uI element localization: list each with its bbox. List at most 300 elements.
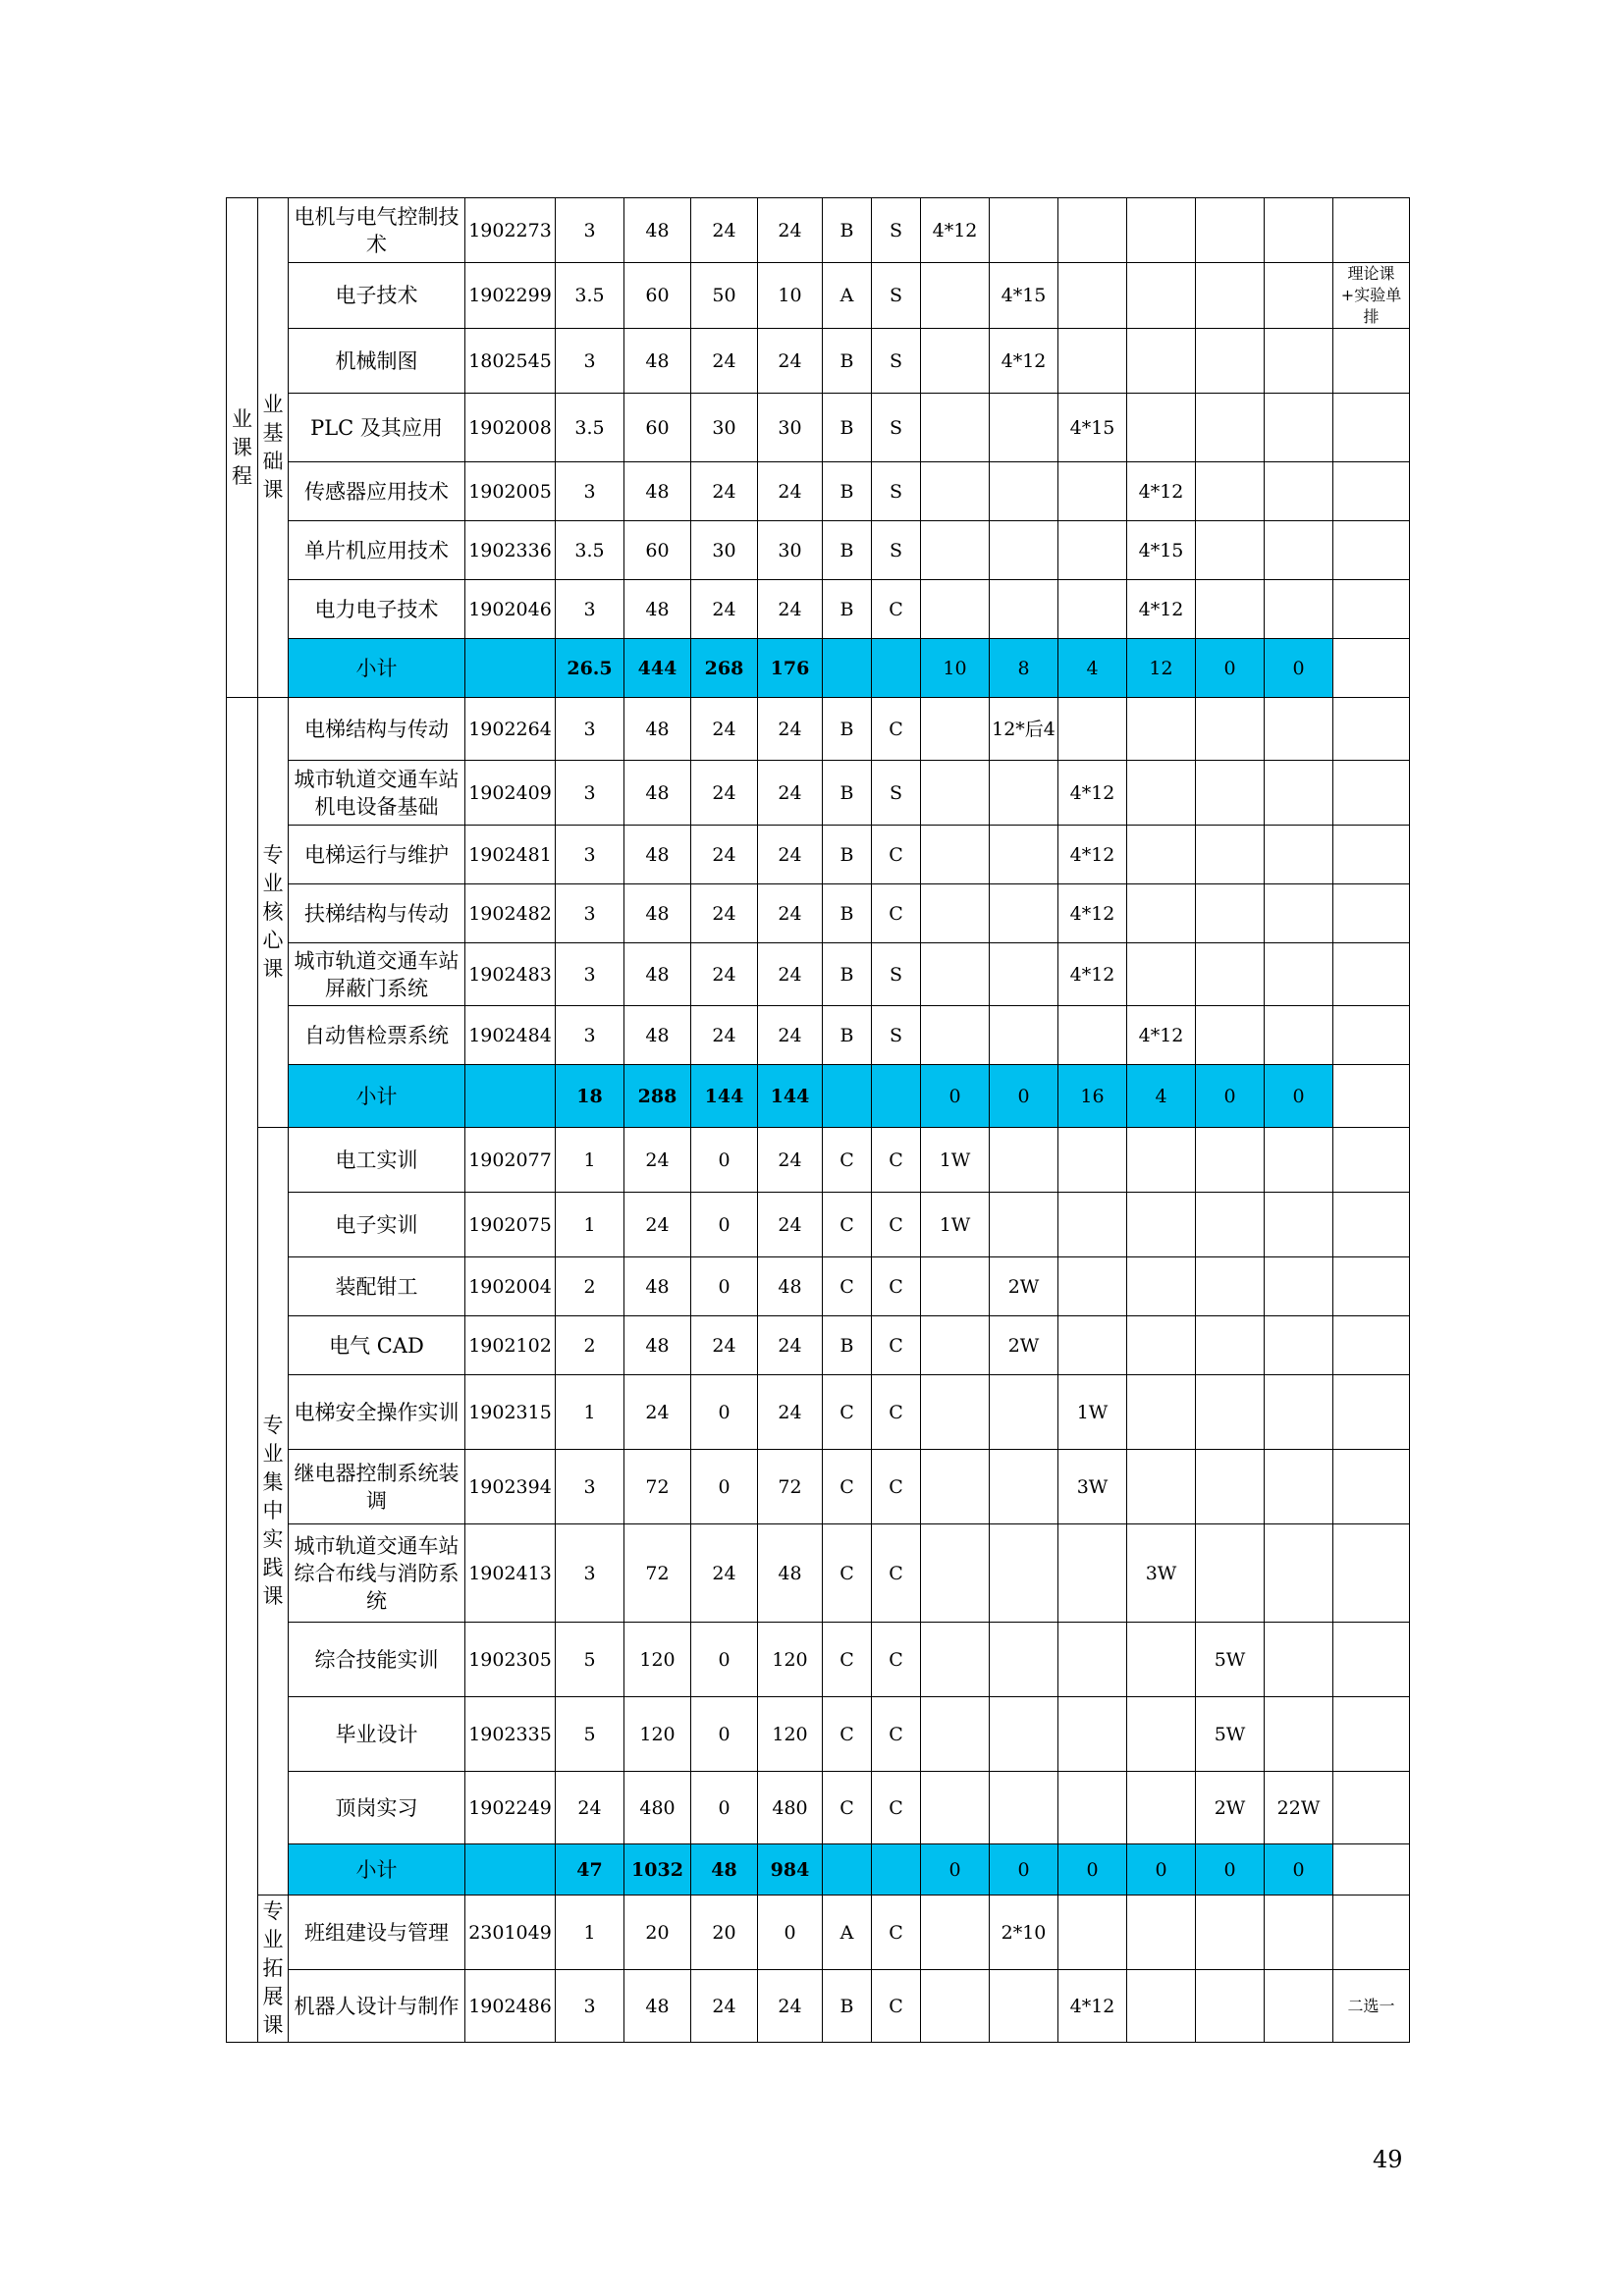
practice-hours-cell: 144 [758, 1065, 823, 1128]
table-row [227, 1697, 1410, 1772]
course-type-cell: B [823, 1970, 872, 2043]
theory-hours-cell: 24 [691, 329, 758, 394]
sem-5-cell [1196, 1375, 1265, 1450]
sem-1-cell: 10 [921, 639, 990, 698]
sem-4-cell [1127, 1772, 1196, 1844]
sem-3-cell: 4 [1058, 639, 1127, 698]
table-row [227, 698, 1410, 761]
sem-6-cell [1265, 394, 1333, 462]
course-code-cell: 1902005 [465, 462, 556, 521]
exam-type-cell: S [872, 1006, 921, 1065]
sem-1-cell [921, 1450, 990, 1524]
credits-cell: 3.5 [556, 521, 624, 580]
sem-5-cell: 0 [1196, 1844, 1265, 1896]
exam-type-cell: S [872, 521, 921, 580]
credits-cell: 3 [556, 884, 624, 943]
sem-6-cell [1265, 1524, 1333, 1623]
total-hours-cell: 60 [624, 263, 691, 329]
sem-4-cell [1127, 1257, 1196, 1316]
exam-type-cell: C [872, 1772, 921, 1844]
course-code-cell: 2301049 [465, 1896, 556, 1970]
sem-6-cell [1265, 329, 1333, 394]
course-name-cell: 小计 [289, 1844, 465, 1896]
exam-type-cell: C [872, 1623, 921, 1697]
sem-4-cell: 3W [1127, 1524, 1196, 1623]
remarks-cell [1333, 521, 1410, 580]
theory-hours-cell: 144 [691, 1065, 758, 1128]
sem-1-cell [921, 1772, 990, 1844]
practice-hours-cell: 24 [758, 462, 823, 521]
exam-type-cell: S [872, 462, 921, 521]
course-name-cell: 综合技能实训 [289, 1623, 465, 1697]
sem-6-cell [1265, 521, 1333, 580]
sem-6-cell [1265, 462, 1333, 521]
theory-hours-cell: 24 [691, 943, 758, 1006]
practice-hours-cell: 24 [758, 1128, 823, 1193]
course-name-cell: 毕业设计 [289, 1697, 465, 1772]
sem-4-cell [1127, 1128, 1196, 1193]
course-name-cell: 传感器应用技术 [289, 462, 465, 521]
foundation-group-label: 业基础课 [262, 393, 284, 502]
sem-5-cell [1196, 826, 1265, 884]
theory-hours-cell: 0 [691, 1697, 758, 1772]
sem-2-cell [990, 198, 1058, 263]
foundation-group [258, 198, 289, 698]
sem-2-cell [990, 394, 1058, 462]
sem-6-cell [1265, 943, 1333, 1006]
remarks-cell [1333, 943, 1410, 1006]
credits-cell: 5 [556, 1697, 624, 1772]
core-group-label: 专业核心课 [262, 843, 284, 981]
practice-hours-cell: 24 [758, 884, 823, 943]
course-type-cell: B [823, 580, 872, 639]
sem-5-cell [1196, 1524, 1265, 1623]
sem-1-cell [921, 1006, 990, 1065]
practice-hours-cell: 0 [758, 1896, 823, 1970]
table-row [227, 1193, 1410, 1257]
course-name-cell: 扶梯结构与传动 [289, 884, 465, 943]
practice-hours-cell: 480 [758, 1772, 823, 1844]
theory-hours-cell: 0 [691, 1450, 758, 1524]
practice-hours-cell: 24 [758, 1006, 823, 1065]
theory-hours-cell: 24 [691, 198, 758, 263]
course-name-cell: 班组建设与管理 [289, 1896, 465, 1970]
theory-hours-cell: 24 [691, 761, 758, 826]
sem-2-cell: 2*10 [990, 1896, 1058, 1970]
practice-group-label: 专业集中实践课 [262, 1414, 284, 1608]
total-hours-cell: 120 [624, 1697, 691, 1772]
table-row [227, 1450, 1410, 1524]
total-hours-cell: 48 [624, 1970, 691, 2043]
sem-2-cell [990, 1697, 1058, 1772]
total-hours-cell: 24 [624, 1128, 691, 1193]
exam-type-cell: C [872, 1524, 921, 1623]
sem-3-cell [1058, 1193, 1127, 1257]
credits-cell: 3 [556, 198, 624, 263]
sem-6-cell [1265, 698, 1333, 761]
table-row [227, 943, 1410, 1006]
sem-6-cell [1265, 1970, 1333, 2043]
sem-5-cell [1196, 1316, 1265, 1375]
course-type-cell: B [823, 394, 872, 462]
practice-hours-cell: 24 [758, 761, 823, 826]
sem-1-cell [921, 1375, 990, 1450]
credits-cell: 3 [556, 698, 624, 761]
theory-hours-cell: 24 [691, 462, 758, 521]
course-name-cell: 机械制图 [289, 329, 465, 394]
exam-type-cell: C [872, 1896, 921, 1970]
total-hours-cell: 48 [624, 198, 691, 263]
sem-3-cell [1058, 521, 1127, 580]
sem-6-cell: 0 [1265, 1844, 1333, 1896]
total-hours-cell: 72 [624, 1524, 691, 1623]
practice-hours-cell: 176 [758, 639, 823, 698]
credits-cell: 3 [556, 761, 624, 826]
sem-1-cell: 0 [921, 1065, 990, 1128]
theory-hours-cell: 24 [691, 826, 758, 884]
table-row [227, 1970, 1410, 2043]
course-code-cell: 1902486 [465, 1970, 556, 2043]
course-code-cell: 1902299 [465, 263, 556, 329]
practice-hours-cell: 24 [758, 198, 823, 263]
sem-2-cell [990, 1524, 1058, 1623]
sem-3-cell [1058, 698, 1127, 761]
course-type-cell: B [823, 462, 872, 521]
course-type-cell: C [823, 1128, 872, 1193]
total-hours-cell: 444 [624, 639, 691, 698]
course-code-cell: 1902413 [465, 1524, 556, 1623]
table-row [227, 1006, 1410, 1065]
sem-5-cell [1196, 761, 1265, 826]
theory-hours-cell: 24 [691, 1316, 758, 1375]
course-type-cell: B [823, 943, 872, 1006]
sem-3-cell [1058, 462, 1127, 521]
sem-1-cell [921, 1316, 990, 1375]
practice-hours-cell: 120 [758, 1623, 823, 1697]
credits-cell: 1 [556, 1128, 624, 1193]
sem-5-cell [1196, 1450, 1265, 1524]
course-type-cell: C [823, 1524, 872, 1623]
sem-6-cell [1265, 1623, 1333, 1697]
total-hours-cell: 60 [624, 521, 691, 580]
sem-6-cell [1265, 1257, 1333, 1316]
course-code-cell: 1902483 [465, 943, 556, 1006]
sem-4-cell [1127, 884, 1196, 943]
sem-2-cell [990, 884, 1058, 943]
sem-1-cell [921, 329, 990, 394]
course-type-cell: C [823, 1375, 872, 1450]
credits-cell: 2 [556, 1316, 624, 1375]
sem-3-cell [1058, 198, 1127, 263]
total-hours-cell: 48 [624, 1006, 691, 1065]
sem-2-cell [990, 1006, 1058, 1065]
sem-2-cell: 2W [990, 1257, 1058, 1316]
sem-1-cell: 1W [921, 1193, 990, 1257]
total-hours-cell: 48 [624, 943, 691, 1006]
sem-4-cell: 4*12 [1127, 462, 1196, 521]
table-row [227, 826, 1410, 884]
remarks-cell [1333, 1697, 1410, 1772]
sem-3-cell [1058, 1623, 1127, 1697]
course-code-cell: 1902305 [465, 1623, 556, 1697]
course-name-cell: 电子实训 [289, 1193, 465, 1257]
course-type-cell: B [823, 761, 872, 826]
sem-5-cell: 2W [1196, 1772, 1265, 1844]
course-name-cell: 机器人设计与制作 [289, 1970, 465, 2043]
theory-hours-cell: 0 [691, 1128, 758, 1193]
exam-type-cell: C [872, 1697, 921, 1772]
sem-1-cell [921, 521, 990, 580]
practice-hours-cell: 48 [758, 1257, 823, 1316]
course-table-container [226, 197, 1409, 2043]
remarks-cell [1333, 1450, 1410, 1524]
total-hours-cell: 24 [624, 1193, 691, 1257]
credits-cell: 1 [556, 1193, 624, 1257]
total-hours-cell: 48 [624, 1257, 691, 1316]
remarks-cell [1333, 698, 1410, 761]
theory-hours-cell: 24 [691, 580, 758, 639]
theory-hours-cell: 48 [691, 1844, 758, 1896]
course-name-cell: 装配钳工 [289, 1257, 465, 1316]
table-row [227, 198, 1410, 263]
sem-1-cell [921, 1970, 990, 2043]
category-group-label: 业课程 [232, 406, 252, 488]
course-type-cell: C [823, 1697, 872, 1772]
remarks-cell [1333, 1065, 1410, 1128]
sem-5-cell [1196, 580, 1265, 639]
sem-5-cell [1196, 1257, 1265, 1316]
sem-4-cell [1127, 1450, 1196, 1524]
sem-1-cell [921, 580, 990, 639]
practice-hours-cell: 24 [758, 580, 823, 639]
sem-4-cell [1127, 698, 1196, 761]
course-type-cell: B [823, 329, 872, 394]
sem-2-cell [990, 943, 1058, 1006]
sem-6-cell [1265, 1128, 1333, 1193]
remarks-cell: 二选一 [1333, 1970, 1410, 2043]
course-name-cell: 单片机应用技术 [289, 521, 465, 580]
course-code-cell: 1902075 [465, 1193, 556, 1257]
remarks-cell [1333, 639, 1410, 698]
course-name-cell: 电梯结构与传动 [289, 698, 465, 761]
total-hours-cell: 48 [624, 580, 691, 639]
theory-hours-cell: 0 [691, 1257, 758, 1316]
sem-3-cell [1058, 263, 1127, 329]
sem-4-cell [1127, 1375, 1196, 1450]
credits-cell: 24 [556, 1772, 624, 1844]
sem-5-cell [1196, 1896, 1265, 1970]
credits-cell: 3 [556, 462, 624, 521]
course-name-cell: 电梯安全操作实训 [289, 1375, 465, 1450]
sem-6-cell [1265, 1450, 1333, 1524]
theory-hours-cell: 24 [691, 884, 758, 943]
table-row [227, 521, 1410, 580]
page-number: 49 [1373, 2146, 1403, 2173]
practice-hours-cell: 24 [758, 1193, 823, 1257]
exam-type-cell [872, 1844, 921, 1896]
theory-hours-cell: 0 [691, 1375, 758, 1450]
practice-hours-cell: 984 [758, 1844, 823, 1896]
sem-1-cell [921, 263, 990, 329]
sem-5-cell: 0 [1196, 639, 1265, 698]
course-name-cell: PLC 及其应用 [289, 394, 465, 462]
table-row [227, 329, 1410, 394]
sem-1-cell [921, 943, 990, 1006]
exam-type-cell: S [872, 394, 921, 462]
course-type-cell: C [823, 1193, 872, 1257]
course-code-cell: 1902077 [465, 1128, 556, 1193]
sem-5-cell: 0 [1196, 1065, 1265, 1128]
sem-6-cell [1265, 1193, 1333, 1257]
sem-4-cell [1127, 1697, 1196, 1772]
sem-1-cell [921, 1524, 990, 1623]
sem-5-cell [1196, 1128, 1265, 1193]
credits-cell: 3 [556, 1524, 624, 1623]
course-code-cell: 1902484 [465, 1006, 556, 1065]
sem-5-cell [1196, 521, 1265, 580]
sem-2-cell [990, 462, 1058, 521]
course-type-cell: C [823, 1772, 872, 1844]
exam-type-cell: C [872, 1257, 921, 1316]
sem-1-cell [921, 1623, 990, 1697]
sem-6-cell: 22W [1265, 1772, 1333, 1844]
sem-1-cell [921, 1697, 990, 1772]
sem-3-cell [1058, 1316, 1127, 1375]
subtotal-row [227, 639, 1410, 698]
total-hours-cell: 480 [624, 1772, 691, 1844]
sem-2-cell: 0 [990, 1065, 1058, 1128]
exam-type-cell: C [872, 1450, 921, 1524]
course-code-cell: 1902008 [465, 394, 556, 462]
course-name-cell: 继电器控制系统装调 [289, 1450, 465, 1524]
credits-cell: 3 [556, 1450, 624, 1524]
credits-cell: 3 [556, 943, 624, 1006]
sem-3-cell [1058, 1128, 1127, 1193]
course-name-cell: 小计 [289, 1065, 465, 1128]
sem-3-cell: 16 [1058, 1065, 1127, 1128]
theory-hours-cell: 24 [691, 1006, 758, 1065]
sem-2-cell: 0 [990, 1844, 1058, 1896]
course-name-cell: 小计 [289, 639, 465, 698]
course-type-cell: C [823, 1623, 872, 1697]
sem-2-cell [990, 826, 1058, 884]
total-hours-cell: 1032 [624, 1844, 691, 1896]
sem-4-cell [1127, 943, 1196, 1006]
remarks-cell [1333, 580, 1410, 639]
sem-2-cell [990, 1128, 1058, 1193]
course-name-cell: 电工实训 [289, 1128, 465, 1193]
credits-cell: 3 [556, 1006, 624, 1065]
remarks-cell [1333, 761, 1410, 826]
sem-1-cell [921, 462, 990, 521]
sem-3-cell: 4*12 [1058, 943, 1127, 1006]
sem-6-cell [1265, 1375, 1333, 1450]
sem-6-cell [1265, 1697, 1333, 1772]
sem-3-cell [1058, 1896, 1127, 1970]
sem-5-cell [1196, 1193, 1265, 1257]
table-row [227, 1524, 1410, 1623]
remarks-cell [1333, 394, 1410, 462]
table-row [227, 761, 1410, 826]
sem-3-cell [1058, 580, 1127, 639]
sem-1-cell [921, 698, 990, 761]
course-type-cell: B [823, 1006, 872, 1065]
sem-5-cell [1196, 1006, 1265, 1065]
sem-6-cell [1265, 263, 1333, 329]
total-hours-cell: 48 [624, 884, 691, 943]
table-row [227, 462, 1410, 521]
course-code-cell: 1902336 [465, 521, 556, 580]
theory-hours-cell: 0 [691, 1772, 758, 1844]
table-row [227, 263, 1410, 329]
sem-6-cell [1265, 1006, 1333, 1065]
sem-1-cell [921, 1896, 990, 1970]
sem-1-cell: 1W [921, 1128, 990, 1193]
sem-2-cell [990, 580, 1058, 639]
category-group-continued [227, 698, 258, 2043]
category-group [227, 198, 258, 698]
core-group [258, 698, 289, 1128]
course-name-cell: 电机与电气控制技术 [289, 198, 465, 263]
sem-4-cell [1127, 329, 1196, 394]
sem-6-cell: 0 [1265, 1065, 1333, 1128]
sem-2-cell: 4*15 [990, 263, 1058, 329]
exam-type-cell: C [872, 1316, 921, 1375]
remarks-cell [1333, 1006, 1410, 1065]
sem-2-cell: 4*12 [990, 329, 1058, 394]
theory-hours-cell: 268 [691, 639, 758, 698]
sem-4-cell [1127, 826, 1196, 884]
exam-type-cell: C [872, 1128, 921, 1193]
theory-hours-cell: 0 [691, 1193, 758, 1257]
total-hours-cell: 48 [624, 761, 691, 826]
course-type-cell: B [823, 826, 872, 884]
course-name-cell: 电梯运行与维护 [289, 826, 465, 884]
course-code-cell [465, 1065, 556, 1128]
sem-5-cell: 5W [1196, 1623, 1265, 1697]
sem-6-cell [1265, 884, 1333, 943]
course-type-cell: A [823, 1896, 872, 1970]
theory-hours-cell: 24 [691, 698, 758, 761]
credits-cell: 26.5 [556, 639, 624, 698]
practice-hours-cell: 24 [758, 698, 823, 761]
course-type-cell: B [823, 521, 872, 580]
practice-hours-cell: 24 [758, 943, 823, 1006]
sem-5-cell [1196, 263, 1265, 329]
total-hours-cell: 48 [624, 462, 691, 521]
course-name-cell: 电力电子技术 [289, 580, 465, 639]
sem-4-cell [1127, 761, 1196, 826]
sem-4-cell: 4*12 [1127, 580, 1196, 639]
exam-type-cell [872, 1065, 921, 1128]
practice-hours-cell: 30 [758, 394, 823, 462]
course-code-cell: 1902394 [465, 1450, 556, 1524]
course-code-cell: 1902249 [465, 1772, 556, 1844]
sem-2-cell [990, 761, 1058, 826]
course-code-cell: 1902004 [465, 1257, 556, 1316]
exam-type-cell: C [872, 580, 921, 639]
theory-hours-cell: 24 [691, 1970, 758, 2043]
remarks-cell [1333, 1524, 1410, 1623]
sem-4-cell: 4*12 [1127, 1006, 1196, 1065]
sem-5-cell [1196, 1970, 1265, 2043]
total-hours-cell: 72 [624, 1450, 691, 1524]
sem-5-cell [1196, 329, 1265, 394]
table-row [227, 1772, 1410, 1844]
course-code-cell: 1802545 [465, 329, 556, 394]
sem-3-cell [1058, 1257, 1127, 1316]
course-code-cell: 1902273 [465, 198, 556, 263]
